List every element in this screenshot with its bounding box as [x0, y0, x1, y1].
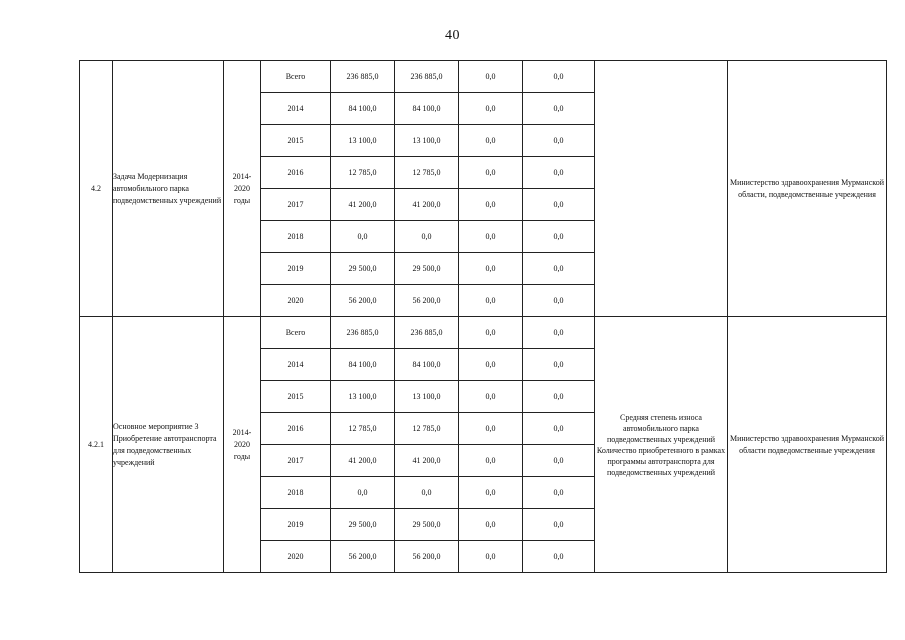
total-value: 41 200,0 [331, 445, 395, 477]
federal-value: 0,0 [459, 509, 523, 541]
other-value: 0,0 [523, 509, 595, 541]
federal-value: 0,0 [459, 445, 523, 477]
regional-value: 29 500,0 [395, 509, 459, 541]
executor-cell: Министерство здравоохранения Мурманской области, подведомственные учреждения [728, 61, 887, 317]
federal-value: 0,0 [459, 189, 523, 221]
other-value: 0,0 [523, 189, 595, 221]
other-value: 0,0 [523, 477, 595, 509]
year-cell: 2018 [261, 221, 331, 253]
total-value: 236 885,0 [331, 61, 395, 93]
federal-value: 0,0 [459, 221, 523, 253]
regional-value: 56 200,0 [395, 541, 459, 573]
year-cell: 2019 [261, 509, 331, 541]
task-title: Задача Модернизация автомобильного парка подведомственных учреждений [113, 61, 224, 317]
other-value: 0,0 [523, 285, 595, 317]
year-cell: Всего [261, 61, 331, 93]
year-cell: 2014 [261, 93, 331, 125]
regional-value: 56 200,0 [395, 285, 459, 317]
other-value: 0,0 [523, 157, 595, 189]
federal-value: 0,0 [459, 349, 523, 381]
year-cell: 2015 [261, 125, 331, 157]
regional-value: 0,0 [395, 477, 459, 509]
period-cell: 2014- 2020 годы [224, 61, 261, 317]
other-value: 0,0 [523, 541, 595, 573]
row-number: 4.2.1 [80, 317, 113, 573]
other-value: 0,0 [523, 349, 595, 381]
other-value: 0,0 [523, 61, 595, 93]
total-value: 56 200,0 [331, 541, 395, 573]
year-cell: 2014 [261, 349, 331, 381]
total-value: 0,0 [331, 221, 395, 253]
year-cell: Всего [261, 317, 331, 349]
total-value: 56 200,0 [331, 285, 395, 317]
other-value: 0,0 [523, 317, 595, 349]
year-cell: 2015 [261, 381, 331, 413]
total-value: 29 500,0 [331, 509, 395, 541]
regional-value: 84 100,0 [395, 349, 459, 381]
year-cell: 2016 [261, 413, 331, 445]
year-cell: 2020 [261, 541, 331, 573]
regional-value: 41 200,0 [395, 445, 459, 477]
total-value: 236 885,0 [331, 317, 395, 349]
year-cell: 2018 [261, 477, 331, 509]
federal-value: 0,0 [459, 125, 523, 157]
indicator-cell [595, 61, 728, 317]
regional-value: 29 500,0 [395, 253, 459, 285]
page-number: 40 [445, 28, 460, 43]
task-title: Основное мероприятие 3 Приобретение автотранспорта для подведомственных учреждений [113, 317, 224, 573]
other-value: 0,0 [523, 381, 595, 413]
total-value: 12 785,0 [331, 413, 395, 445]
regional-value: 236 885,0 [395, 317, 459, 349]
federal-value: 0,0 [459, 285, 523, 317]
table-body [80, 61, 887, 573]
federal-value: 0,0 [459, 157, 523, 189]
total-value: 41 200,0 [331, 189, 395, 221]
federal-value: 0,0 [459, 541, 523, 573]
federal-value: 0,0 [459, 253, 523, 285]
table-row [80, 61, 887, 93]
regional-value: 236 885,0 [395, 61, 459, 93]
other-value: 0,0 [523, 253, 595, 285]
federal-value: 0,0 [459, 477, 523, 509]
year-cell: 2017 [261, 189, 331, 221]
regional-value: 41 200,0 [395, 189, 459, 221]
total-value: 29 500,0 [331, 253, 395, 285]
table-row [80, 317, 887, 349]
program-table [79, 60, 887, 573]
total-value: 13 100,0 [331, 125, 395, 157]
regional-value: 84 100,0 [395, 93, 459, 125]
total-value: 12 785,0 [331, 157, 395, 189]
other-value: 0,0 [523, 413, 595, 445]
total-value: 84 100,0 [331, 93, 395, 125]
federal-value: 0,0 [459, 381, 523, 413]
total-value: 13 100,0 [331, 381, 395, 413]
year-cell: 2016 [261, 157, 331, 189]
federal-value: 0,0 [459, 61, 523, 93]
period-cell: 2014- 2020 годы [224, 317, 261, 573]
other-value: 0,0 [523, 221, 595, 253]
total-value: 84 100,0 [331, 349, 395, 381]
regional-value: 0,0 [395, 221, 459, 253]
indicator-cell: Средняя степень износа автомобильного парка подведомственных учреждений Количество приобретенного в рамках программы автотранспорта для подведомственных учреждений [595, 317, 728, 573]
federal-value: 0,0 [459, 317, 523, 349]
other-value: 0,0 [523, 125, 595, 157]
executor-cell: Министерство здравоохранения Мурманской области подведомственные учреждения [728, 317, 887, 573]
year-cell: 2019 [261, 253, 331, 285]
regional-value: 12 785,0 [395, 157, 459, 189]
other-value: 0,0 [523, 445, 595, 477]
total-value: 0,0 [331, 477, 395, 509]
federal-value: 0,0 [459, 93, 523, 125]
regional-value: 13 100,0 [395, 125, 459, 157]
year-cell: 2020 [261, 285, 331, 317]
regional-value: 12 785,0 [395, 413, 459, 445]
regional-value: 13 100,0 [395, 381, 459, 413]
year-cell: 2017 [261, 445, 331, 477]
row-number: 4.2 [80, 61, 113, 317]
federal-value: 0,0 [459, 413, 523, 445]
other-value: 0,0 [523, 93, 595, 125]
